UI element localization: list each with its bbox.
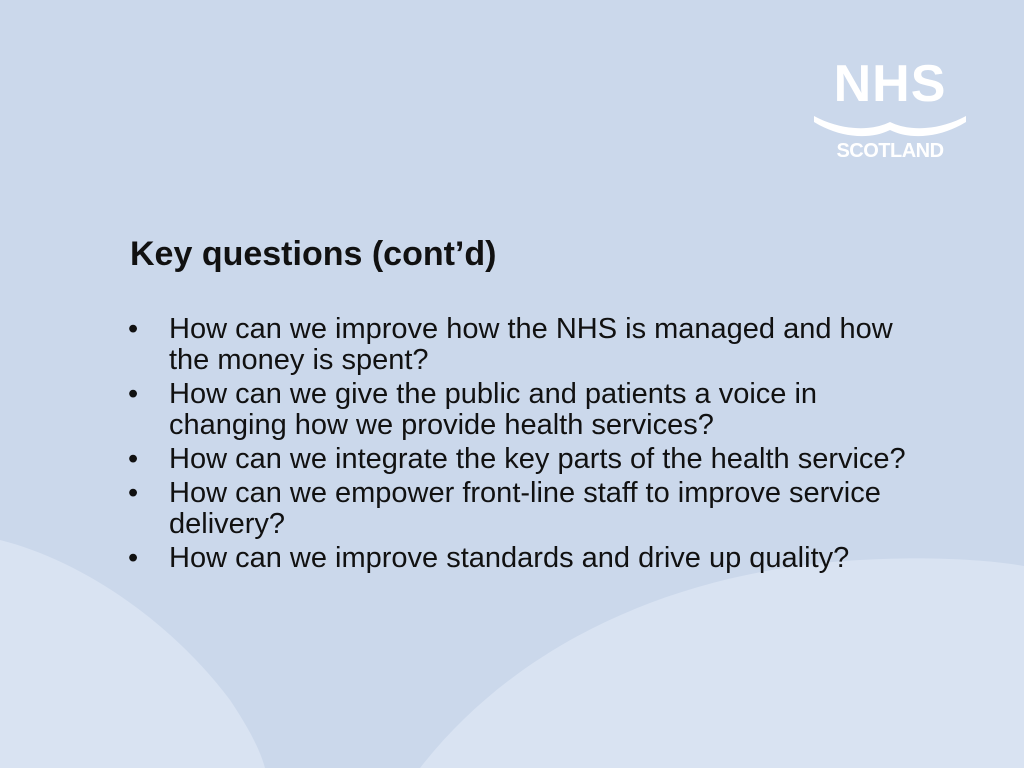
logo-swoosh-icon	[810, 110, 970, 140]
bullet-marker: •	[128, 542, 139, 574]
list-item	[128, 379, 908, 441]
list-item	[128, 314, 908, 376]
bullet-marker: •	[128, 477, 139, 509]
wave-right	[420, 558, 1024, 768]
slide-title: Key questions (cont’d)	[130, 235, 497, 273]
bullet-text: How can we integrate the key parts of the health service?	[169, 443, 906, 475]
logo-nhs-text: NHS	[833, 55, 947, 113]
bullet-text: How can we empower front-line staff to improve service delivery?	[169, 477, 881, 540]
bullet-marker: •	[128, 443, 139, 475]
list-item	[128, 543, 908, 574]
bullet-text: How can we give the public and patients a voice in changing how we provide health services?	[169, 378, 818, 441]
logo-scotland-text: SCOTLAND	[836, 140, 944, 162]
bullet-marker: •	[128, 378, 139, 410]
bullet-list	[128, 314, 908, 577]
bullet-text: How can we improve how the NHS is managed and how the money is spent?	[169, 313, 893, 376]
list-item	[128, 444, 908, 475]
bullet-text: How can we improve standards and drive up quality?	[169, 542, 850, 574]
list-item	[128, 478, 908, 540]
bullet-marker: •	[128, 313, 139, 345]
nhs-scotland-logo	[810, 55, 970, 168]
